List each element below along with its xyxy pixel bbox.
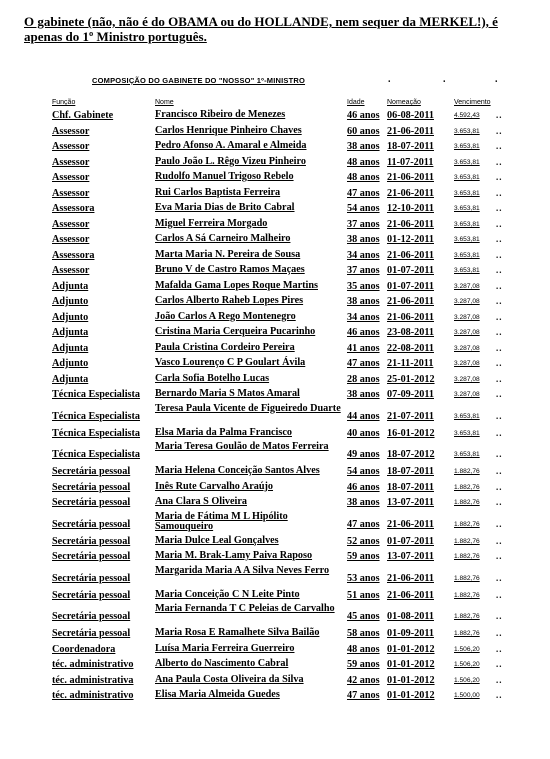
table-row: [52, 187, 512, 203]
table-row: [52, 404, 512, 427]
row-idade: 46 anos: [347, 110, 380, 121]
row-marker: ..: [496, 125, 503, 136]
row-nomeacao: 01-07-2011: [387, 535, 434, 547]
row-nomeacao: 21-06-2011: [387, 589, 434, 601]
row-funcao: Secretária pessoal: [52, 611, 131, 622]
row-nome: Paula Cristina Cordeiro Pereira: [155, 341, 295, 353]
row-nome: Maria Dulce Leal Gonçalves: [155, 534, 279, 546]
row-marker: ..: [496, 659, 503, 669]
row-nomeacao: 21-06-2011: [387, 249, 434, 261]
row-nome: Carlos A Sá Carneiro Malheiro: [155, 233, 291, 244]
row-marker: ..: [496, 156, 503, 167]
row-funcao: Secretária pessoal: [52, 628, 131, 639]
row-nomeacao: 13-07-2011: [387, 551, 434, 562]
row-idade: 46 anos: [347, 481, 380, 493]
row-vencimento: 3.287,08: [454, 360, 480, 367]
row-vencimento: 3.653,81: [454, 174, 480, 181]
row-funcao: Adjunta: [52, 327, 89, 338]
row-marker: ..: [496, 690, 503, 700]
row-nomeacao: 01-01-2012: [387, 690, 435, 701]
row-vencimento: 1.882,76: [454, 553, 480, 560]
row-nome: Maria Teresa Goulão de Matos Ferreira: [155, 441, 329, 452]
row-marker: ..: [496, 110, 503, 120]
row-funcao: Assessor: [52, 141, 90, 152]
table-row: [52, 342, 512, 358]
row-nomeacao: 21-06-2011: [387, 125, 434, 137]
row-marker: ..: [496, 551, 503, 561]
row-marker: ..: [496, 342, 503, 353]
header-nomeacao: Nomeação: [387, 99, 421, 106]
row-vencimento: 3.653,81: [454, 251, 480, 259]
row-nome: Maria Fernanda T C Peleias de Carvalho: [155, 603, 335, 614]
row-vencimento: 3.287,08: [454, 298, 480, 305]
row-idade: 40 anos: [347, 427, 380, 439]
row-marker: ..: [496, 141, 503, 151]
table-row: [52, 427, 512, 443]
table-row: [52, 535, 512, 551]
row-marker: ..: [496, 628, 503, 638]
row-vencimento: 1.882,76: [454, 574, 480, 582]
row-idade: 54 anos: [347, 466, 380, 477]
row-nome: Vasco Lourenço C P Goulart Ávila: [155, 357, 306, 368]
row-nomeacao: 25-01-2012: [387, 373, 435, 385]
row-idade: 38 anos: [347, 497, 380, 508]
row-idade: 52 anos: [347, 535, 380, 547]
row-nomeacao: 01-08-2011: [387, 611, 434, 622]
row-nome: Mafalda Gama Lopes Roque Martins: [155, 279, 318, 291]
table-row: [52, 566, 512, 589]
table-row: [52, 658, 512, 674]
row-funcao: Técnica Especialista: [52, 410, 141, 422]
row-idade: 41 anos: [347, 342, 380, 354]
row-vencimento: 3.653,81: [454, 189, 480, 197]
row-marker: ..: [496, 358, 503, 368]
row-idade: 38 anos: [347, 234, 380, 245]
row-vencimento: 1.882,76: [454, 483, 480, 491]
header-funcao: Função: [52, 99, 76, 106]
row-vencimento: 3.653,81: [454, 158, 480, 166]
table-body: [52, 109, 512, 705]
row-idade: 38 anos: [347, 141, 380, 152]
table-row: [52, 481, 512, 497]
row-nome: Eva Maria Dias de Brito Cabral: [155, 202, 295, 213]
row-idade: 59 anos: [347, 551, 380, 562]
row-marker: ..: [496, 203, 503, 213]
table-row: [52, 357, 512, 373]
row-funcao: téc. administrativo: [52, 690, 134, 701]
row-marker: ..: [496, 643, 503, 654]
table-row: [52, 465, 512, 481]
row-nomeacao: 11-07-2011: [387, 156, 434, 168]
table-row: [52, 689, 512, 705]
row-nome: Carlos Henrique Pinheiro Chaves: [155, 124, 302, 136]
row-marker: ..: [496, 280, 503, 291]
row-idade: 47 anos: [347, 187, 380, 199]
row-marker: ..: [496, 518, 503, 529]
row-vencimento: 3.653,81: [454, 236, 480, 243]
row-idade: 48 anos: [347, 156, 380, 168]
row-nome: Cristina Maria Cerqueira Pucarinho: [155, 326, 316, 337]
row-funcao: Assessor: [52, 265, 90, 276]
row-nome: Ana Paula Costa Oliveira da Silva: [155, 673, 304, 685]
row-vencimento: 3.653,81: [454, 220, 480, 228]
row-vencimento: 1.882,76: [454, 613, 480, 620]
table-row: [52, 249, 512, 265]
row-marker: ..: [496, 589, 503, 600]
row-vencimento: 3.653,81: [454, 267, 480, 274]
title-dot: .: [443, 74, 446, 85]
table-row: [52, 604, 512, 627]
row-vencimento: 3.653,81: [454, 127, 480, 135]
row-nome: Rudolfo Manuel Trigoso Rebelo: [155, 171, 294, 182]
row-funcao: Adjunta: [52, 373, 89, 385]
row-nome: João Carlos A Rego Montenegro: [155, 310, 296, 322]
table-row: [52, 512, 512, 535]
row-funcao: Técnica Especialista: [52, 389, 141, 400]
staff-table: [52, 99, 512, 705]
row-nomeacao: 01-01-2012: [387, 659, 435, 670]
table-row: [52, 264, 512, 280]
row-funcao: Assessora: [52, 203, 95, 214]
row-vencimento: 3.287,08: [454, 282, 480, 290]
row-marker: ..: [496, 296, 503, 306]
row-idade: 34 anos: [347, 249, 380, 261]
headline: O gabinete (não, não é do OBAMA ou do HOLLANDE, nem sequer da MERKEL!), é apenas do 1º Ministro português.: [24, 14, 498, 44]
row-nomeacao: 12-10-2011: [387, 203, 434, 214]
row-idade: 59 anos: [347, 659, 380, 670]
table-row: [52, 589, 512, 605]
row-idade: 44 anos: [347, 410, 380, 422]
row-vencimento: 3.287,08: [454, 391, 480, 398]
row-nomeacao: 16-01-2012: [387, 427, 435, 439]
row-vencimento: 3.653,81: [454, 451, 480, 458]
row-funcao: Técnica Especialista: [52, 449, 141, 460]
table-header: [52, 99, 512, 109]
table-row: [52, 233, 512, 249]
row-nomeacao: 21-06-2011: [387, 572, 434, 584]
row-nome: Teresa Paula Vicente de Figueiredo Duarte: [155, 402, 341, 414]
row-nome: Carlos Alberto Raheb Lopes Pires: [155, 295, 304, 306]
row-idade: 46 anos: [347, 327, 380, 338]
row-nome: Luísa Maria Ferreira Guerreiro: [155, 642, 295, 654]
table-row: [52, 643, 512, 659]
table-row: [52, 295, 512, 311]
header-idade: Idade: [347, 99, 365, 106]
row-marker: ..: [496, 327, 503, 337]
row-marker: ..: [496, 218, 503, 229]
row-vencimento: 1.882,76: [454, 468, 480, 475]
row-funcao: Secretária pessoal: [52, 551, 131, 562]
row-marker: ..: [496, 449, 503, 459]
row-funcao: Assessor: [52, 234, 90, 245]
row-vencimento: 1.882,76: [454, 591, 480, 599]
row-nomeacao: 01-01-2012: [387, 674, 435, 686]
row-vencimento: 1.506,20: [454, 645, 480, 653]
row-idade: 47 anos: [347, 518, 380, 530]
header-vencimento: Vencimento: [454, 99, 491, 106]
row-marker: ..: [496, 572, 503, 583]
row-funcao: Técnica Especialista: [52, 427, 141, 439]
row-vencimento: 3.653,81: [454, 412, 480, 420]
table-row: [52, 388, 512, 404]
row-funcao: Secretária pessoal: [52, 589, 131, 601]
table-row: [52, 280, 512, 296]
row-nome: Bruno V de Castro Ramos Maçaes: [155, 264, 305, 275]
row-nome: Rui Carlos Baptista Ferreira: [155, 186, 281, 198]
row-idade: 58 anos: [347, 628, 380, 639]
table-row: [52, 442, 512, 465]
row-funcao: Coordenadora: [52, 643, 116, 655]
row-idade: 35 anos: [347, 280, 380, 292]
row-idade: 37 anos: [347, 218, 380, 230]
row-marker: ..: [496, 410, 503, 421]
row-idade: 51 anos: [347, 589, 380, 601]
row-funcao: téc. administrativo: [52, 659, 134, 670]
row-funcao: Assessor: [52, 156, 90, 168]
row-nome: Elsa Maria da Palma Francisco: [155, 426, 292, 438]
row-nomeacao: 18-07-2012: [387, 449, 435, 460]
row-idade: 42 anos: [347, 674, 380, 686]
row-nomeacao: 21-07-2011: [387, 410, 434, 422]
row-vencimento: 3.287,08: [454, 329, 480, 336]
row-vencimento: 3.653,81: [454, 143, 480, 150]
row-idade: 28 anos: [347, 373, 380, 385]
table-row: [52, 125, 512, 141]
title-dot: .: [495, 74, 498, 85]
row-idade: 37 anos: [347, 265, 380, 276]
row-nomeacao: 21-06-2011: [387, 187, 434, 199]
row-funcao: téc. administrativa: [52, 674, 134, 686]
row-vencimento: 3.287,08: [454, 375, 480, 383]
row-vencimento: 3.287,08: [454, 344, 480, 352]
row-funcao: Secretária pessoal: [52, 466, 131, 477]
row-nome: Alberto do Nascimento Cabral: [155, 658, 289, 669]
row-idade: 45 anos: [347, 611, 380, 622]
row-nomeacao: 21-06-2011: [387, 172, 434, 183]
row-marker: ..: [496, 389, 503, 399]
row-idade: 38 anos: [347, 389, 380, 400]
row-nomeacao: 01-07-2011: [387, 265, 434, 276]
row-vencimento: 1.882,76: [454, 520, 480, 528]
table-row: [52, 373, 512, 389]
row-nomeacao: 21-06-2011: [387, 518, 434, 530]
row-nome: Maria de Fátima M L Hipólito Samouqueiro: [155, 510, 288, 532]
row-funcao: Secretária pessoal: [52, 518, 131, 530]
row-idade: 60 anos: [347, 125, 380, 137]
row-vencimento: 1.882,76: [454, 537, 480, 545]
row-nome: Miguel Ferreira Morgado: [155, 217, 268, 229]
row-nomeacao: 23-08-2011: [387, 327, 434, 338]
row-marker: ..: [496, 373, 503, 384]
table-row: [52, 171, 512, 187]
row-funcao: Secretária pessoal: [52, 481, 131, 493]
row-nome: Maria Rosa E Ramalhete Silva Bailão: [155, 627, 320, 638]
row-funcao: Adjunto: [52, 311, 89, 323]
table-row: [52, 550, 512, 566]
row-idade: 53 anos: [347, 572, 380, 584]
row-nomeacao: 01-01-2012: [387, 643, 435, 655]
row-funcao: Secretária pessoal: [52, 535, 131, 547]
row-nome: Maria Conceição C N Leite Pinto: [155, 588, 300, 600]
row-nomeacao: 21-06-2011: [387, 311, 434, 323]
row-nomeacao: 22-08-2011: [387, 342, 434, 354]
row-vencimento: 1.506,20: [454, 676, 480, 684]
row-nome: Maria Helena Conceição Santos Alves: [155, 465, 320, 476]
row-idade: 48 anos: [347, 172, 380, 183]
row-funcao: Adjunto: [52, 358, 89, 369]
row-funcao: Assessor: [52, 172, 90, 183]
row-vencimento: 4.592,43: [454, 112, 480, 119]
row-nome: Maria M. Brak-Lamy Paiva Raposo: [155, 550, 313, 561]
row-marker: ..: [496, 466, 503, 476]
row-funcao: Secretária pessoal: [52, 497, 131, 508]
row-marker: ..: [496, 234, 503, 244]
row-nome: Inês Rute Carvalho Araújo: [155, 480, 274, 492]
row-nome: Marta Maria N. Pereira de Sousa: [155, 248, 301, 260]
row-vencimento: 1.882,76: [454, 630, 480, 637]
row-nomeacao: 21-06-2011: [387, 218, 434, 230]
row-idade: 49 anos: [347, 449, 380, 460]
row-marker: ..: [496, 674, 503, 685]
row-nomeacao: 06-08-2011: [387, 110, 434, 121]
row-marker: ..: [496, 249, 503, 260]
row-funcao: Adjunta: [52, 342, 89, 354]
row-marker: ..: [496, 611, 503, 621]
row-idade: 34 anos: [347, 311, 380, 323]
row-nomeacao: 18-07-2011: [387, 481, 434, 493]
table-row: [52, 218, 512, 234]
row-funcao: Assessor: [52, 125, 90, 137]
row-idade: 54 anos: [347, 203, 380, 214]
row-nome: Margarida Maria A A Silva Neves Ferro: [155, 564, 330, 576]
row-idade: 38 anos: [347, 296, 380, 307]
table-row: [52, 496, 512, 512]
row-nome: Paulo João L. Rêgo Vizeu Pinheiro: [155, 155, 306, 167]
row-funcao: Adjunta: [52, 280, 89, 292]
row-funcao: Chf. Gabinete: [52, 110, 114, 121]
table-row: [52, 311, 512, 327]
row-idade: 47 anos: [347, 690, 380, 701]
table-row: [52, 202, 512, 218]
row-vencimento: 1.500,00: [454, 692, 480, 699]
row-marker: ..: [496, 535, 503, 546]
row-marker: ..: [496, 311, 503, 322]
row-nomeacao: 18-07-2011: [387, 141, 434, 152]
table-row: [52, 627, 512, 643]
row-nome: Elisa Maria Almeida Guedes: [155, 689, 280, 700]
row-marker: ..: [496, 481, 503, 492]
row-vencimento: 1.506,20: [454, 661, 480, 668]
row-nomeacao: 18-07-2011: [387, 466, 434, 477]
row-nomeacao: 21-11-2011: [387, 358, 434, 369]
row-vencimento: 3.287,08: [454, 313, 480, 321]
row-nome: Pedro Afonso A. Amaral e Almeida: [155, 140, 307, 151]
row-funcao: Assessora: [52, 249, 95, 261]
row-vencimento: 3.653,81: [454, 429, 480, 437]
row-nomeacao: 13-07-2011: [387, 497, 434, 508]
row-nome: Ana Clara S Oliveira: [155, 496, 247, 507]
header-nome: Nome: [155, 99, 174, 106]
table-row: [52, 140, 512, 156]
row-nomeacao: 01-12-2011: [387, 234, 434, 245]
row-nomeacao: 21-06-2011: [387, 296, 434, 307]
row-funcao: Assessor: [52, 218, 90, 230]
row-idade: 48 anos: [347, 643, 380, 655]
row-marker: ..: [496, 427, 503, 438]
row-vencimento: 1.882,76: [454, 499, 480, 506]
row-funcao: Adjunto: [52, 296, 89, 307]
document-title: COMPOSIÇÃO DO GABINETE DO "NOSSO" 1º-MINISTRO: [92, 76, 306, 85]
table-row: [52, 156, 512, 172]
row-marker: ..: [496, 497, 503, 507]
row-nomeacao: 01-09-2011: [387, 628, 434, 639]
row-marker: ..: [496, 265, 503, 275]
row-funcao: Secretária pessoal: [52, 572, 131, 584]
row-nomeacao: 01-07-2011: [387, 280, 434, 292]
row-idade: 47 anos: [347, 358, 380, 369]
table-row: [52, 109, 512, 125]
title-dot: .: [388, 74, 391, 85]
table-row: [52, 674, 512, 690]
row-nome: Carla Sofia Botelho Lucas: [155, 372, 270, 384]
row-nomeacao: 07-09-2011: [387, 389, 434, 400]
row-marker: ..: [496, 172, 503, 182]
row-nome: Francisco Ribeiro de Menezes: [155, 109, 286, 120]
row-vencimento: 3.653,81: [454, 205, 480, 212]
row-marker: ..: [496, 187, 503, 198]
row-funcao: Assessor: [52, 187, 90, 199]
table-row: [52, 326, 512, 342]
row-nome: Bernardo Maria S Matos Amaral: [155, 388, 300, 399]
